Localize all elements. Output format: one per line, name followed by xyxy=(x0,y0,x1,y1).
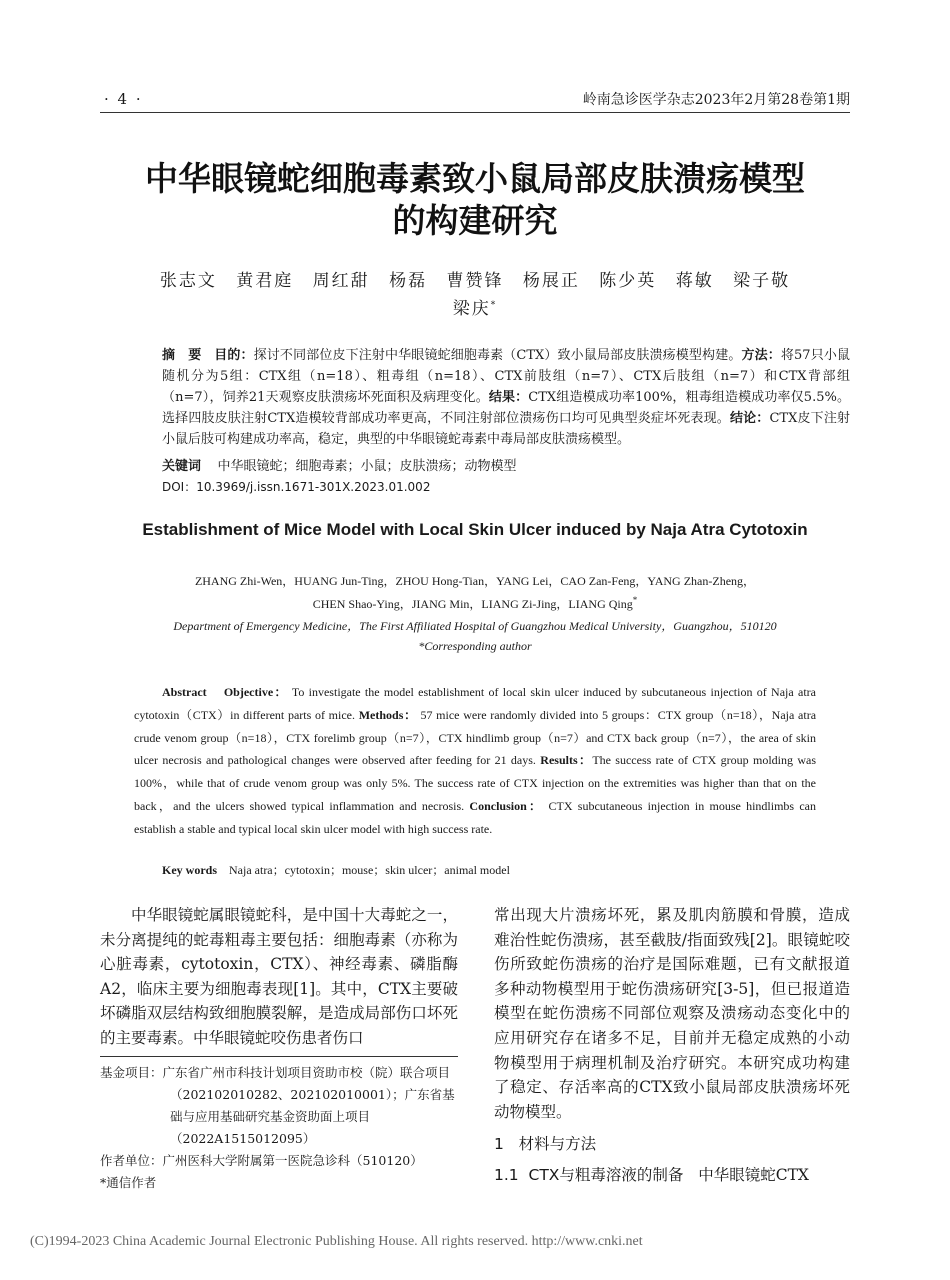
corr-note: *通信作者 xyxy=(100,1175,157,1190)
section-1-title: 材料与方法 xyxy=(518,1135,597,1154)
en-abstract-label: Abstract xyxy=(162,685,207,699)
body-right-column xyxy=(494,903,850,1188)
cn-abstract xyxy=(134,345,850,450)
cn-abstract-label: 摘 要 xyxy=(162,348,202,363)
cn-keywords-label: 关键词 xyxy=(162,459,202,474)
body-right-paragraph: 常出现大片溃疡坏死，累及肌肉筋膜和骨膜，造成难治性蛇伤溃疡，甚至截肢/指面致残[2]。眼镜蛇咬伤所致蛇伤溃疡的治疗是国际难题，已有文献报道多种动物模型用于蛇伤溃疡研究[3-5]，但已报道造模型在蛇伤溃疡不同部位观察及溃疡动态变化中的应用研究存在诸多不足，目前并无稳定成熟的小动物模型用于病理机制及治疗研究。本研究成功构建了稳定、存活率高的CTX致小鼠局部皮肤溃疡坏死动物模型。 xyxy=(494,906,850,1121)
en-methods: 57 mice were randomly divided into 5 groups：CTX group（n=18），Naja atra crude venom group（n=18），CTX forelimb group（n=7），CTX hindlimb group（n=7）and CTX back group（n=7），the area of skin ulcer necrosis and pathological changes were observed after feeding for 21 days. xyxy=(134,707,817,768)
en-authors-line-1: ZHANG Zhi-Wen，HUANG Jun-Ting，ZHOU Hong-Tian，YANG Lei，CAO Zan-Feng，YANG Zhan-Zheng， xyxy=(194,574,756,588)
cn-methods-label: 方法： xyxy=(741,348,781,363)
en-corresponding: *Corresponding author xyxy=(418,639,532,653)
body-left-column xyxy=(100,903,458,1051)
doi: DOI：10.3969/j.issn.1671-301X.2023.01.002 xyxy=(162,480,431,494)
authors-line-1: 张志文 黄君庭 周红甜 杨磊 曹赞锋 杨展正 陈少英 蒋敏 梁子敬 xyxy=(159,271,791,291)
section-1-number: 1 xyxy=(494,1135,504,1154)
en-objective-label: Objective： xyxy=(223,685,288,699)
subsection-1-1 xyxy=(494,1163,850,1188)
author-last: 梁庆 xyxy=(452,299,491,319)
cn-objective-label: 目的： xyxy=(214,348,254,363)
unit-text: 广州医科大学附属第一医院急诊科（510120） xyxy=(162,1153,423,1168)
section-1-heading xyxy=(494,1132,850,1157)
title-line-2: 的构建研究 xyxy=(392,201,558,240)
header-rule xyxy=(100,112,850,113)
cn-objective: 探讨不同部位皮下注射中华眼镜蛇细胞毒素（CTX）致小鼠局部皮肤溃疡模型构建。 xyxy=(253,348,742,363)
cn-keywords-text: 中华眼镜蛇；细胞毒素；小鼠；皮肤溃疡；动物模型 xyxy=(217,459,517,474)
subsection-1-1-number: 1.1 xyxy=(494,1165,519,1184)
corresponding-mark: * xyxy=(490,300,498,311)
journal-header: 岭南急诊医学杂志2023年2月第28卷第1期 xyxy=(582,92,850,108)
cn-conclusion: CTX皮下注射小鼠后肢可构建成功率高，稳定，典型的中华眼镜蛇毒素中毒局部皮肤溃疡模型。 xyxy=(162,411,850,447)
subsection-1-1-title: CTX与粗毒溶液的制备 xyxy=(528,1165,684,1184)
en-authors-text: CHEN Shao-Ying，JIANG Min，LIANG Zi-Jing，LIANG Qing xyxy=(312,597,633,611)
footnote-rule xyxy=(100,1056,458,1057)
en-objective: To investigate the model establishment of local skin ulcer induced by subcutaneous injection of Naja atra cytotoxin（CTX）in different parts of mice. xyxy=(134,685,816,722)
footnote xyxy=(100,1062,458,1194)
en-department: Department of Emergency Medicine，The First Affiliated Hospital of Guangzhou Medical University，Guangzhou，510120 xyxy=(173,619,777,633)
cn-keywords xyxy=(162,455,517,474)
en-title: Establishment of Mice Model with Local Skin Ulcer induced by Naja Atra Cytotoxin xyxy=(142,520,808,539)
fund-text: 广东省广州市科技计划项目资助市校（院）联合项目（202102010282、202102010001）；广东省基础与应用基础研究基金资助面上项目（2022A1515012095） xyxy=(162,1065,455,1146)
en-methods-label: Methods： xyxy=(358,707,417,722)
cn-methods: 将57只小鼠随机分为5组：CTX组（n=18）、粗毒组（n=18）、CTX前肢组（n=7）、CTX后肢组（n=7）和CTX背部组（n=7），饲养21天观察皮肤溃疡坏死面积及病理变化。 xyxy=(162,348,850,405)
en-corresponding-mark: * xyxy=(632,595,638,605)
title-line-1: 中华眼镜蛇细胞毒素致小鼠局部皮肤溃疡模型 xyxy=(145,159,805,198)
copyright-footer: (C)1994-2023 China Academic Journal Electronic Publishing House. All rights reserved. http://www.cnki.net xyxy=(30,1234,643,1249)
cn-results: CTX组造模成功率100%，粗毒组造模成功率仅5.5%。选择四肢皮肤注射CTX造模较背部成功率更高，不同注射部位溃疡伤口均可见典型炎症坏死表现。 xyxy=(162,390,850,426)
en-conclusion-label: Conclusion： xyxy=(469,798,544,813)
body-left-paragraph: 中华眼镜蛇属眼镜蛇科，是中国十大毒蛇之一，未分离提纯的蛇毒粗毒主要包括：细胞毒素（亦称为心脏毒素，cytotoxin，CTX）、神经毒素、磷脂酶A2，临床主要为细胞毒表现[1]。其中，CTX主要破坏磷脂双层结构致细胞膜裂解，是造成局部伤口坏死的主要毒素。中华眼镜蛇咬伤患者伤口 xyxy=(100,906,458,1047)
en-results: The success rate of CTX group molding was 100%，while that of crude venom group was only 5%. The success rate of CTX injection on the extremities was higher than that on the back，and the ulcers showed typical inflammation and necrosis. xyxy=(134,753,816,813)
cn-results-label: 结果： xyxy=(488,390,529,405)
subsection-1-1-text: 中华眼镜蛇CTX xyxy=(698,1165,809,1184)
en-conclusion: CTX subcutaneous injection in mouse hindlimbs can establish a stable and typical local skin ulcer model with high success rate. xyxy=(134,798,816,836)
authors-line-2 xyxy=(100,294,850,319)
en-keywords-text: Naja atra；cytotoxin；mouse；skin ulcer；animal model xyxy=(229,863,510,877)
unit-label: 作者单位： xyxy=(100,1153,163,1168)
page-number: · 4 · xyxy=(104,90,143,108)
en-keywords-label: Key words xyxy=(162,863,217,877)
en-authors-line-2 xyxy=(100,595,850,612)
en-keywords xyxy=(162,861,510,878)
en-abstract xyxy=(134,681,816,841)
fund-label: 基金项目： xyxy=(100,1065,163,1080)
cn-conclusion-label: 结论： xyxy=(729,411,770,426)
en-results-label: Results： xyxy=(540,753,593,768)
